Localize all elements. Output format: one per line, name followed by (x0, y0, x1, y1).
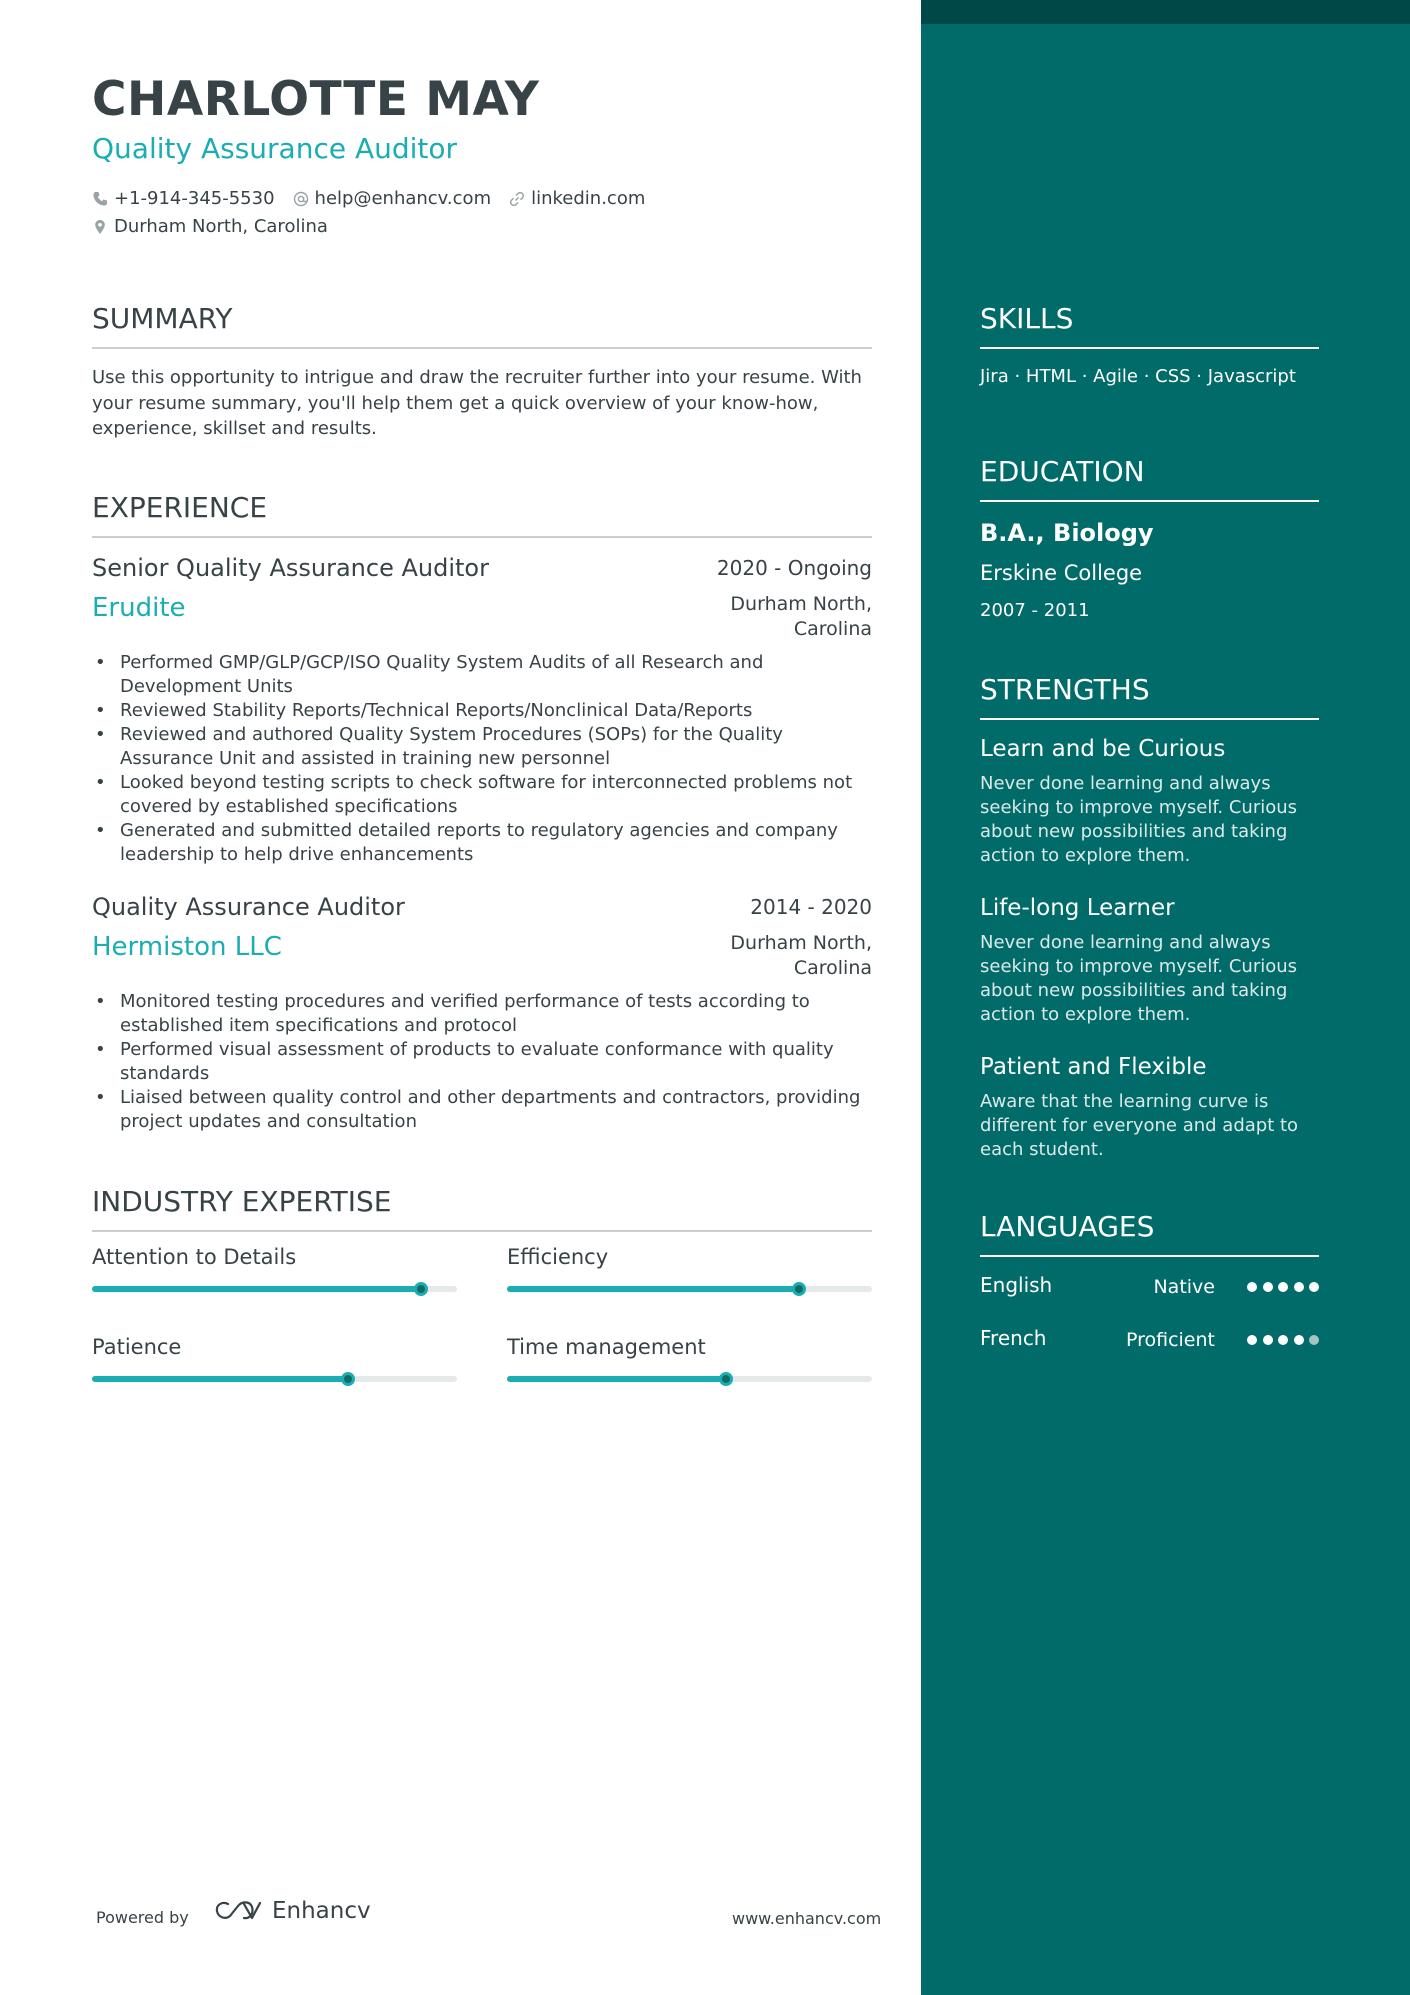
contact-link[interactable] (509, 188, 645, 209)
language-row (980, 1273, 1319, 1303)
location-text: Durham North, Carolina (114, 216, 328, 237)
expertise-label: Patience (92, 1335, 182, 1359)
job-bullet: • Performed visual assessment of products to evaluate conformance with quality standards (92, 1038, 872, 1086)
language-row (980, 1326, 1319, 1356)
job-bullet: • Monitored testing procedures and verified performance of tests according to established item specifications and protocol (92, 990, 872, 1038)
job-location-line: Carolina (793, 957, 872, 979)
job-bullets (92, 990, 872, 1134)
strength-title: Learn and be Curious (980, 736, 1226, 762)
expertise-track (507, 1376, 872, 1382)
job-company: Erudite (92, 593, 186, 623)
footer-powered-by: Powered by (96, 1908, 189, 1927)
phone-icon (92, 191, 108, 207)
experience-heading: EXPERIENCE (92, 491, 872, 538)
language-level: Native (1153, 1276, 1215, 1298)
job-bullet: • Reviewed and authored Quality System Procedures (SOPs) for the Quality Assurance Unit and assisted in training new personnel (92, 723, 872, 771)
job-location-line: Durham North, (730, 932, 872, 954)
contact-phone[interactable] (92, 188, 275, 209)
link-icon (509, 191, 525, 207)
strength-title: Life-long Learner (980, 895, 1175, 921)
education-years: 2007 - 2011 (980, 600, 1090, 621)
job-title: Senior Quality Assurance Auditor (92, 554, 489, 582)
job-company: Hermiston LLC (92, 932, 282, 962)
expertise-item (507, 1245, 872, 1269)
location-pin-icon (92, 219, 108, 235)
job-dates: 2020 - Ongoing (716, 556, 872, 580)
expertise-fill (507, 1376, 726, 1382)
rating-dot-filled (1278, 1335, 1288, 1345)
contact-location (92, 216, 346, 237)
phone-text: +1-914-345-5530 (114, 188, 275, 209)
expertise-item (92, 1335, 457, 1359)
strength-description: Never done learning and always seeking to improve myself. Curious about new possibilities and taking action to explore them. (980, 932, 1298, 1025)
language-level: Proficient (1125, 1329, 1215, 1351)
expertise-track (92, 1376, 457, 1382)
job-bullet: • Reviewed Stability Reports/Technical Reports/Nonclinical Data/Reports (92, 699, 872, 723)
strengths-heading: STRENGTHS (980, 673, 1319, 720)
language-name: English (980, 1273, 1053, 1297)
strength-title: Patient and Flexible (980, 1054, 1207, 1080)
footer-logo[interactable] (214, 1898, 371, 1924)
strength-description: Aware that the learning curve is different for everyone and adapt to each student. (980, 1091, 1299, 1160)
job-bullet: • Looked beyond testing scripts to check software for interconnected problems not covered by established specifications (92, 771, 872, 819)
expertise-label: Efficiency (507, 1245, 609, 1269)
expertise-track (507, 1286, 872, 1292)
education-heading: EDUCATION (980, 455, 1319, 502)
skills-list: Jira · HTML · Agile · CSS · Javascript (980, 366, 1296, 387)
job-location (730, 931, 872, 981)
rating-dot-filled (1247, 1282, 1257, 1292)
rating-dot-filled (1294, 1282, 1304, 1292)
expertise-knob (414, 1282, 428, 1296)
expertise-track (92, 1286, 457, 1292)
job-bullets (92, 651, 872, 867)
language-name: French (980, 1326, 1047, 1350)
rating-dot-filled (1263, 1282, 1273, 1292)
expertise-label: Attention to Details (92, 1245, 297, 1269)
skills-heading: SKILLS (980, 302, 1319, 349)
job-title: Quality Assurance Auditor (92, 893, 405, 921)
job-dates: 2014 - 2020 (750, 895, 872, 919)
at-icon (293, 191, 309, 207)
expertise-item (507, 1335, 872, 1359)
contact-row (92, 188, 663, 209)
sidebar (921, 0, 1410, 1995)
expertise-fill (92, 1286, 421, 1292)
email-text: help@enhancv.com (314, 188, 492, 209)
rating-dot-empty (1309, 1335, 1319, 1345)
job-bullet: • Liaised between quality control and other departments and contractors, providing project updates and consultation (92, 1086, 872, 1134)
job-bullet: • Performed GMP/GLP/GCP/ISO Quality System Audits of all Research and Development Units (92, 651, 872, 699)
rating-dot-filled (1247, 1335, 1257, 1345)
footer-url[interactable]: www.enhancv.com (732, 1909, 882, 1928)
candidate-name: CHARLOTTE MAY (92, 72, 540, 127)
rating-dot-filled (1278, 1282, 1288, 1292)
expertise-knob (792, 1282, 806, 1296)
job-location (730, 592, 872, 642)
footer-brand: Enhancv (272, 1898, 371, 1924)
languages-heading: LANGUAGES (980, 1210, 1319, 1257)
job-location-line: Carolina (793, 618, 872, 640)
language-rating (1247, 1282, 1319, 1292)
link-text: linkedin.com (531, 188, 646, 209)
summary-text: Use this opportunity to intrigue and draw the recruiter further into your resume. With your resume summary, you'll help them get a quick overview of your know-how, experience, skillset and results. (92, 367, 862, 439)
rating-dot-filled (1263, 1335, 1273, 1345)
sidebar-top-band (921, 0, 1410, 24)
summary-heading: SUMMARY (92, 302, 872, 349)
rating-dot-filled (1309, 1282, 1319, 1292)
location-item (92, 216, 328, 237)
expertise-label: Time management (507, 1335, 706, 1359)
education-degree: B.A., Biology (980, 519, 1154, 547)
strength-description: Never done learning and always seeking to improve myself. Curious about new possibilities and taking action to explore them. (980, 773, 1298, 866)
education-school: Erskine College (980, 561, 1143, 585)
contact-email[interactable] (293, 188, 492, 209)
language-rating (1247, 1335, 1319, 1345)
enhancv-logo-icon (214, 1899, 262, 1923)
candidate-role: Quality Assurance Auditor (92, 132, 458, 165)
expertise-heading: INDUSTRY EXPERTISE (92, 1185, 872, 1232)
expertise-item (92, 1245, 457, 1269)
expertise-fill (92, 1376, 348, 1382)
job-bullet: • Generated and submitted detailed reports to regulatory agencies and company leadership to help drive enhancements (92, 819, 872, 867)
rating-dot-filled (1294, 1335, 1304, 1345)
job-location-line: Durham North, (730, 593, 872, 615)
expertise-knob (341, 1372, 355, 1386)
expertise-knob (719, 1372, 733, 1386)
expertise-fill (507, 1286, 799, 1292)
